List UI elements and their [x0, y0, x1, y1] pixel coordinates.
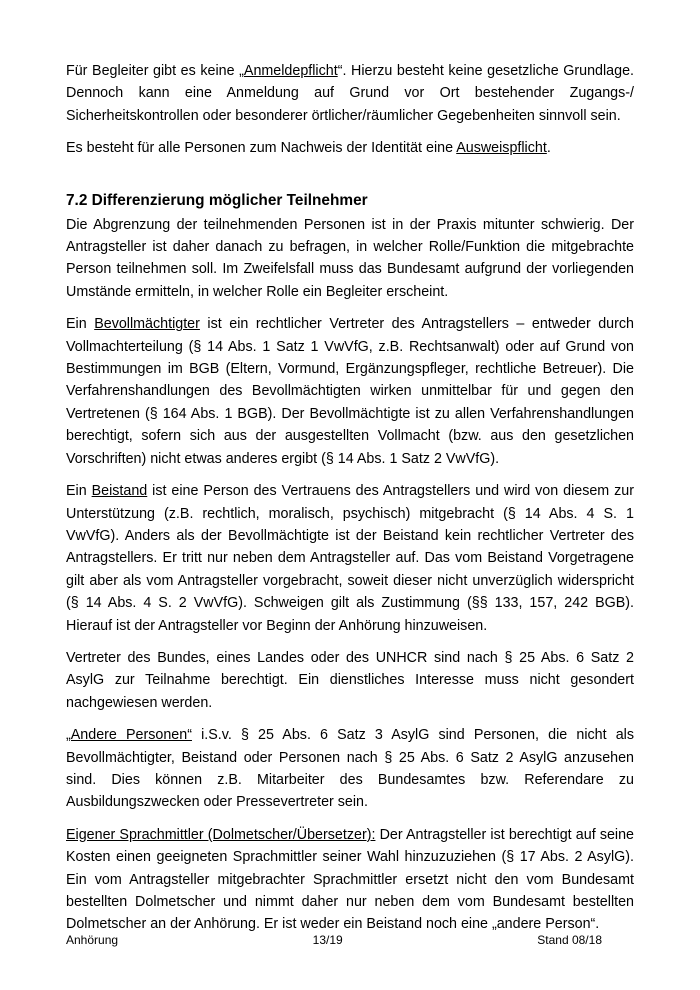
- text: ist ein rechtlicher Vertreter des Antragstellers – entweder durch Vollmachterteilung (§ 14 Abs. 1 Satz 1 VwVfG, z.B. Rechtsanwalt) oder auf Grund von Bestimmungen im BGB (Eltern, Vormund, Ergänzungspfleger, rechtliche Betreuer). Die Verfahrenshandlungen des Bevollmächtigten wirken unmittelbar für und gegen den Vertretenen (§ 164 Abs. 1 BGB). Der Bevollmächtigte ist zu allen Verfahrenshandlungen berechtigt, sofern sich aus der ausgestellten Vollmacht (bzw. aus den gesetzlichen Vorschriften) nicht etwas anderes ergibt (§ 14 Abs. 1 Satz 2 VwVfG).: [66, 316, 634, 467]
- paragraph-bevollmaechtigter: [66, 313, 634, 470]
- text: “. Hierzu besteht keine gesetzliche Grundlage. Dennoch kann eine Anmeldung auf Grund vor Ort bestehender Zugangs-/ Sicherheitskontrollen oder besonderer örtlicher/räumlicher Gegebenheiten sinnvoll sein.: [66, 63, 635, 124]
- text: .: [546, 140, 551, 157]
- text: Ein: [66, 483, 92, 500]
- term-sprachmittler: Eigener Sprachmittler (Dolmetscher/Übersetzer):: [66, 826, 376, 843]
- text: Für Begleiter gibt es keine „: [66, 63, 244, 79]
- text: Der Antragsteller ist berechtigt auf seine Kosten einen geeigneten Sprachmittler seiner Wahl hinzuzuziehen (§ 17 Abs. 2 AsylG). Ein vom Antragsteller mitgebrachter Sprachmittler ersetzt nicht den vom Bundesamt bestellten Dolmetscher und nimmt daher nur neben dem vom Bundesamt bestellten Dolmetscher an der Anhörung. Er ist weder ein Beistand noch eine „andere Person“.: [66, 826, 634, 933]
- footer-left: Anhörung: [66, 933, 119, 947]
- text: i.S.v. § 25 Abs. 6 Satz 3 AsylG sind Personen, die nicht als Bevollmächtigter, Beistand oder Personen nach § 25 Abs. 6 Satz 2 AsylG anzusehen sind. Dies können z.B. Mitarbeiter des Bundesamtes bzw. Referendare zu Ausbildungszwecken oder Pressevertreter sein.: [66, 727, 634, 811]
- term-anmeldepflicht: Anmeldepflicht: [243, 63, 338, 79]
- paragraph-id-requirement: [66, 137, 634, 159]
- term-ausweispflicht: Ausweispflicht: [456, 140, 547, 157]
- term-beistand: Beistand: [91, 483, 148, 500]
- text: ist eine Person des Vertrauens des Antragstellers und wird von diesem zur Unterstützung (z.B. rechtlich, moralisch, psychisch) mitgebracht (§ 14 Abs. 4 S. 1 VwVfG). Anders als der Bevollmächtigte ist der Beistand kein rechtlicher Vertreter des Antragstellers. Er tritt nur neben dem Antragsteller auf. Das vom Beistand Vorgetragene gilt aber als vom Antragsteller vorgebracht, soweit dieser nicht unverzüglich widerspricht (§ 14 Abs. 4 S. 2 VwVfG). Schweigen gilt als Zustimmung (§§ 133, 157, 242 BGB). Hierauf ist der Antragsteller vor Beginn der Anhörung hinzuweisen.: [66, 483, 634, 634]
- section-heading: 7.2 Differenzierung möglicher Teilnehmer: [66, 191, 368, 209]
- document-page: [66, 60, 634, 946]
- paragraph-registration: [66, 60, 634, 127]
- paragraph-andere-personen: [66, 724, 634, 814]
- paragraph-vertreter: Vertreter des Bundes, eines Landes oder des UNHCR sind nach § 25 Abs. 6 Satz 2 AsylG zur Teilnahme berechtigt. Ein dienstliches Interesse muss nicht gesondert nachgewiesen werden.: [66, 649, 634, 711]
- paragraph-beistand: [66, 480, 634, 637]
- page-number: 13/19: [312, 933, 343, 947]
- text: Es besteht für alle Personen zum Nachweis der Identität eine: [66, 140, 457, 157]
- text: Ein: [66, 316, 95, 333]
- page-footer: [66, 933, 602, 947]
- term-andere-personen: „Andere Personen“: [66, 727, 192, 744]
- paragraph-sprachmittler: [66, 824, 634, 936]
- paragraph-intro: Die Abgrenzung der teilnehmenden Personen ist in der Praxis mitunter schwierig. Der Antragsteller ist daher danach zu befragen, in welcher Rolle/Funktion die mitgebrachte Person teilnehmen soll. Im Zweifelsfall muss das Bundesamt aufgrund der vorliegenden Umstände ermitteln, in welcher Rolle ein Begleiter erscheint.: [66, 216, 634, 300]
- term-bevollmaechtigter: Bevollmächtigter: [94, 316, 200, 333]
- footer-right: Stand 08/18: [537, 933, 602, 947]
